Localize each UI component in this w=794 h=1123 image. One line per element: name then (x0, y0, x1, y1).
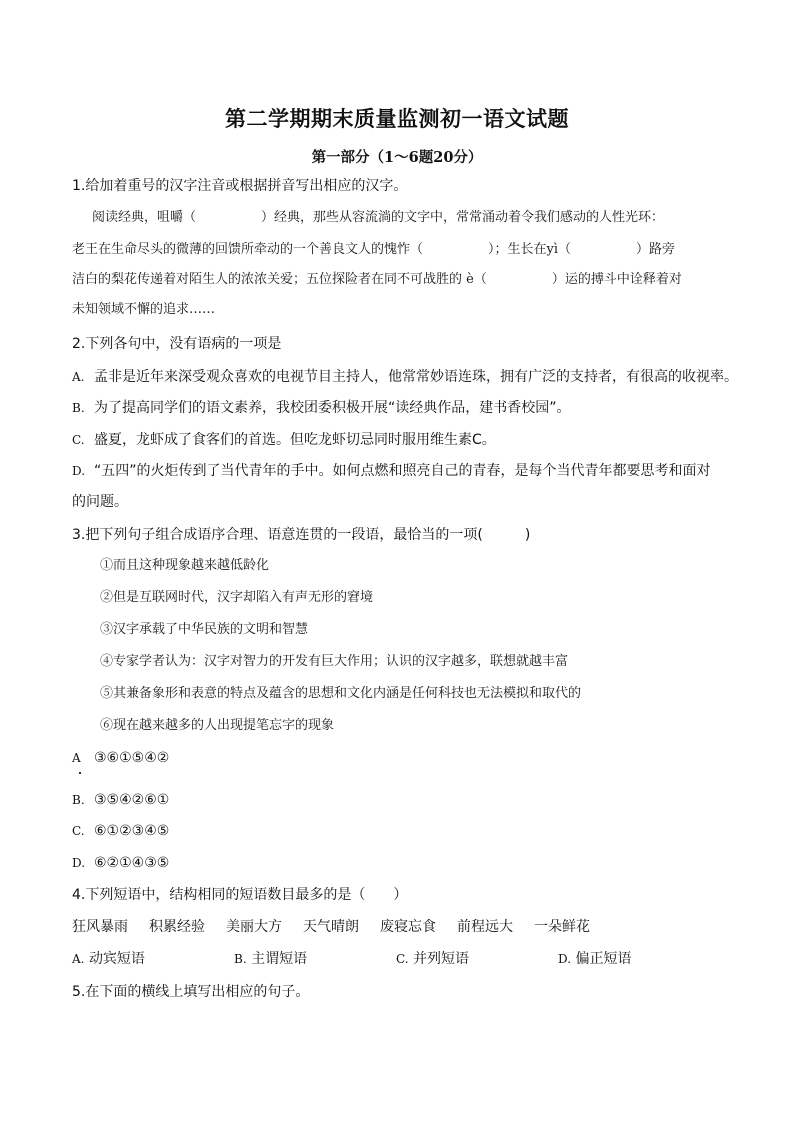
phrase-item: 废寝忘食 (380, 919, 436, 935)
option-letter: B. (72, 793, 85, 807)
stray-dot (79, 772, 81, 774)
sentence-item: ⑤其兼备象形和表意的特点及蕴含的思想和文化内涵是任何科技也无法模拟和取代的 (100, 686, 582, 701)
option-letter: C. (396, 952, 409, 966)
passage-line: 洁白的梨花传递着对陌生人的浓浓关爱；五位探险者在同不可战胜的 è（ ）运的搏斗中诠释着对 (72, 272, 682, 287)
question-2-stem: 2.下列各句中，没有语病的一项是 (72, 336, 282, 352)
passage-line: 阅读经典，咀嚼（ ）经典，那些从容流淌的文字中，常常涌动着令我们感动的人性光环： (92, 210, 665, 225)
page-title: 第二学期期末质量监测初一语文试题 (225, 106, 569, 131)
option-letter: A. (72, 370, 85, 384)
option-text: 盛夏，龙虾成了食客们的首选。但吃龙虾切忌同时服用维生素C。 (94, 432, 496, 448)
question-5-stem: 5.在下面的横线上填写出相应的句子。 (72, 984, 310, 1000)
phrase-item: 积累经验 (149, 919, 205, 935)
passage-line: 老王在生命尽头的微薄的回馈所牵动的一个善良文人的愧怍（ ）；生长在yì（ ）路旁 (72, 242, 676, 257)
option-text: 动宾短语 (88, 951, 145, 967)
option-letter: B. (234, 952, 247, 966)
option-text: ⑥②①④③⑤ (94, 855, 170, 871)
option-b (234, 949, 307, 969)
option-text: ③⑤④②⑥① (94, 792, 170, 808)
question-3-stem: 3.把下列句子组合成语序合理、语意连贯的一段语，最恰当的一项( ) (72, 527, 531, 543)
option-text: “五四”的火炬传到了当代青年的手中。如何点燃和照亮自己的青春，是每个当代青年都要思考和面对 (94, 463, 711, 479)
option-text: 偏正短语 (575, 951, 632, 967)
option-d (72, 461, 711, 481)
sentence-item: ⑥现在越来越多的人出现提笔忘字的现象 (100, 718, 335, 733)
sentence-item: ④专家学者认为：汉字对智力的开发有巨大作用；认识的汉字越多，联想就越丰富 (100, 654, 569, 669)
passage-line: 未知领域不懈的追求…… (72, 302, 216, 317)
option-d-continuation: 的问题。 (72, 494, 128, 510)
option-text: 孟非是近年来深受观众喜欢的电视节目主持人，他常常妙语连珠，拥有广泛的支持者，有很高的收视率。 (94, 369, 738, 385)
option-a (72, 949, 145, 969)
option-letter: C. (72, 824, 85, 838)
option-a (72, 367, 738, 387)
sentence-item: ②但是互联网时代，汉字却陷入有声无形的窘境 (100, 590, 374, 605)
option-letter: D. (72, 856, 86, 870)
question-4-stem: 4.下列短语中，结构相同的短语数目最多的是（ ） (72, 887, 408, 903)
option-text: ⑥①②③④⑤ (94, 823, 170, 839)
option-letter: A. (72, 952, 85, 966)
option-c (72, 821, 169, 841)
sentence-item: ③汉字承载了中华民族的文明和智慧 (100, 622, 309, 637)
option-text: 主谓短语 (251, 951, 308, 967)
option-c (72, 430, 496, 450)
option-letter: D. (558, 952, 572, 966)
option-d (558, 949, 631, 969)
option-b (72, 790, 169, 810)
part-heading: 第一部分（1～6题20分） (311, 149, 483, 166)
sentence-item: ①而且这种现象越来越低龄化 (100, 558, 270, 573)
option-text: ③⑥①⑤④② (94, 750, 170, 766)
option-text: 并列短语 (413, 951, 470, 967)
option-a (72, 748, 169, 768)
phrase-item: 美丽大方 (226, 919, 282, 935)
option-letter: C. (72, 433, 85, 447)
option-letter: B. (72, 401, 85, 415)
phrase-item: 一朵鲜花 (534, 919, 590, 935)
phrase-item: 前程远大 (457, 919, 513, 935)
option-letter: D. (72, 464, 86, 478)
phrase-item: 狂风暴雨 (72, 919, 128, 935)
option-text: 为了提高同学们的语文素养，我校团委积极开展“读经典作品，建书香校园”。 (94, 400, 571, 416)
option-c (396, 949, 469, 969)
option-d (72, 853, 169, 873)
phrase-item: 天气晴朗 (303, 919, 359, 935)
option-letter: A (72, 751, 81, 765)
question-1-stem: 1.给加着重号的汉字注音或根据拼音写出相应的汉字。 (72, 178, 408, 194)
option-b (72, 398, 571, 418)
